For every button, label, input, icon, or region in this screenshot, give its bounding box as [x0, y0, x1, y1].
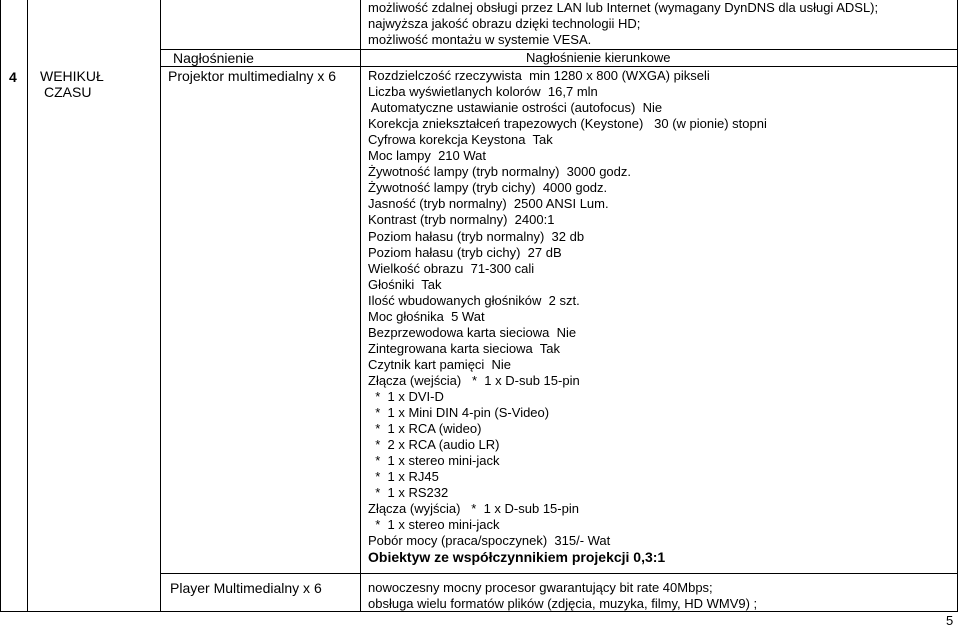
- top-desc-line: możliwość zdalnej obsługi przez LAN lub Internet (wymagany DynDNS dla usługi ADSL);: [368, 0, 879, 15]
- projector-spec-line: Żywotność lampy (tryb normalny) 3000 godz.: [368, 164, 631, 180]
- projector-spec-line: Żywotność lampy (tryb cichy) 4000 godz.: [368, 180, 608, 196]
- projector-spec-line: * 1 x RS232: [368, 485, 449, 501]
- row-number: 4: [9, 69, 17, 85]
- table-divider-3: [360, 0, 361, 612]
- table-border-right: [957, 0, 958, 612]
- projector-spec-line: Ilość wbudowanych głośników 2 szt.: [368, 292, 580, 308]
- projector-spec-line: Złącza (wyjścia) * 1 x D-sub 15-pin: [368, 501, 579, 517]
- player-desc-line: nowoczesny mocny procesor gwarantujący bit rate 40Mbps;: [368, 580, 713, 595]
- player-desc-line: obsługa wielu formatów plików (zdjęcia, muzyka, filmy, HD WMV9) ;: [368, 596, 758, 611]
- category-line-1: WEHIKUŁ: [40, 68, 104, 84]
- projector-spec-line: Poziom hałasu (tryb cichy) 27 dB: [368, 244, 562, 260]
- projector-spec-line: Głośniki Tak: [368, 276, 442, 292]
- projector-spec-line: Złącza (wejścia) * 1 x D-sub 15-pin: [368, 372, 580, 388]
- player-label: Player Multimedialny x 6: [170, 580, 322, 596]
- projector-spec-line: * 2 x RCA (audio LR): [368, 437, 500, 453]
- projector-spec-line: Kontrast (tryb normalny) 2400:1: [368, 212, 555, 228]
- table-border-left: [0, 0, 1, 612]
- projector-bold-line: Obiektyw ze współczynnikiem projekcji 0,3:1: [368, 549, 666, 565]
- projector-spec-line: * 1 x Mini DIN 4-pin (S-Video): [368, 405, 550, 421]
- projector-spec-line: Wielkość obrazu 71-300 cali: [368, 260, 535, 276]
- projector-spec-line: * 1 x DVI-D: [368, 389, 444, 404]
- projector-spec-line: Pobór mocy (praca/spoczynek) 315/- Wat: [368, 533, 611, 549]
- projector-spec-line: Jasność (tryb normalny) 2500 ANSI Lum.: [368, 196, 609, 212]
- top-desc-line: możliwość montażu w systemie VESA.: [368, 32, 592, 47]
- projector-spec-line: Poziom hałasu (tryb normalny) 32 db: [368, 228, 585, 244]
- table-divider-1: [27, 0, 28, 612]
- projector-spec-line: Czytnik kart pamięci Nie: [368, 356, 512, 372]
- projector-spec-line: Bezprzewodowa karta sieciowa Nie: [368, 324, 577, 340]
- category-line-2: CZASU: [44, 84, 92, 100]
- projector-spec-line: * 1 x stereo mini-jack: [368, 453, 500, 469]
- projector-spec-line: Korekcja zniekształceń trapezowych (Keystone) 30 (w pionie) stopni: [368, 116, 767, 132]
- table-divider-2: [160, 0, 161, 612]
- nagl-desc: Nagłośnienie kierunkowe: [526, 50, 671, 65]
- projector-label: Projektor multimedialny x 6: [168, 68, 337, 84]
- projector-spec-line: * 1 x RCA (wideo): [368, 421, 482, 437]
- projector-spec-line: * 1 x RJ45: [368, 469, 439, 485]
- projector-spec-line: Liczba wyświetlanych kolorów 16,7 mln: [368, 84, 598, 100]
- top-desc-line: najwyższa jakość obrazu dzięki technologii HD;: [368, 16, 641, 31]
- nagl-label: Nagłośnienie: [173, 50, 254, 66]
- projector-spec-line: * 1 x stereo mini-jack: [368, 517, 500, 533]
- projector-spec-line: Zintegrowana karta sieciowa Tak: [368, 340, 560, 356]
- projector-spec-line: Cyfrowa korekcja Keystona Tak: [368, 132, 553, 148]
- page-number: 5: [946, 613, 954, 628]
- projector-spec-line: Rozdzielczość rzeczywista min 1280 x 800 (WXGA) pikseli: [368, 68, 710, 83]
- projector-spec-line: Moc głośnika 5 Wat: [368, 308, 485, 324]
- row-separator-projector-top: [161, 66, 957, 67]
- projector-spec-line: Moc lampy 210 Wat: [368, 148, 487, 164]
- row-separator-player-top: [161, 573, 957, 574]
- projector-spec-line: Automatyczne ustawianie ostrości (autofocus) Nie: [368, 100, 663, 116]
